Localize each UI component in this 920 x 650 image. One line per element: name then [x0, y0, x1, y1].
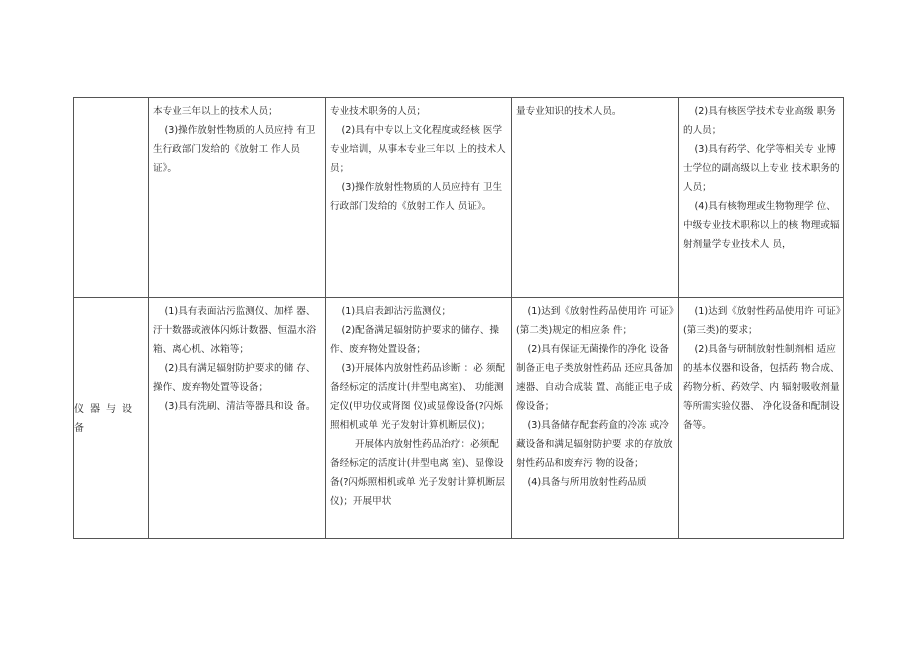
cell-text: (1)具有表面沾污监测仪、加样 器、汙十数器或液体闪烁计数器、恒温水浴箱、离心机、冰箱等；	[153, 306, 317, 355]
cell-text: 本专业三年以上的技术人员；	[153, 106, 278, 117]
cell-text: 量专业知识的技术人员。	[516, 106, 622, 117]
table-cell	[148, 298, 325, 539]
cell-text: (3)开展体内放射性药品诊断 ：必 须配备经标定的活度计(井型电离室)、 功能测定仪(甲功仪或肾图 仪)或显像设备(?闪烁照相机或单 光子发射计算机断层仪)；	[330, 363, 506, 431]
table-cell	[325, 298, 511, 539]
cell-text: (1)达到《放射性药品使用许 可证》(第二类)规定的相应条 件；	[516, 306, 674, 336]
table-cell	[511, 298, 678, 539]
table-cell	[678, 298, 845, 539]
cell-text: (4)具有核物理或生物物理学 位、中级专业技术职称以上的核 物理或辐射剂量学专业技术人 员，	[683, 201, 840, 250]
cell-text: 专业技术职务的人员；	[330, 106, 426, 117]
table-cell	[325, 98, 511, 297]
row-label-cell	[74, 98, 148, 297]
cell-text: 开展体内放射性药品治疗：必须配备经标定的活度计(井型电离 室)、显像设备(?闪烁照相机或单 光子发射计算机断层仪)；开展甲状	[330, 439, 505, 507]
cell-text: (3)操作放射性物质的人员应持 有卫生行政部门发给的《放射工 作人员证》。	[153, 125, 316, 174]
cell-text: (2)具有核医学技术专业高级 职务的人员；	[683, 106, 836, 136]
table-cell	[511, 98, 678, 297]
row-label	[74, 98, 148, 297]
cell-text: (4)具备与所用放射性药品质	[527, 477, 647, 488]
requirements-table	[73, 97, 844, 539]
table-row	[74, 98, 843, 298]
cell-text: (1)具启表卸沾污监测仪；	[341, 306, 452, 317]
row-label-cell	[74, 298, 148, 539]
table-cell	[678, 98, 845, 297]
cell-text: (2)具有满足辐射防护要求的储 存、操作、废弃物处置等设备；	[153, 363, 316, 393]
cell-text: (2)配备满足辐射防护要求的储存、操作、废弃物处置设备；	[330, 325, 500, 355]
table-row	[74, 298, 843, 539]
cell-text: (2)具有保证无菌操作的净化 设备制备正电子类放射性药品 还应具备加速器、自动合成装 置、高能正电子成像设备；	[516, 344, 673, 412]
cell-text: (2)具备与研制放射性制剂相 适应的基本仪器和设备，包括药 物合成、药物分析、药效学、内 辐射吸收剂量等所需实验仪器、 净化设备和配制设备等。	[683, 344, 840, 431]
table-cell	[148, 98, 325, 297]
cell-text: (3)具备储存配套药盒的冷冻 或冷藏设备和满足辐射防护要 求的存放放射性药品和废弃污 物的设备；	[516, 420, 673, 469]
cell-text: (3)操作放射性物质的人员应持有 卫生行政部门发给的《放射工作人 员证》。	[330, 182, 503, 212]
row-label: 仪器与设备	[74, 403, 138, 434]
cell-text: (3)具有洗刷、清洁等器具和设 备。	[164, 401, 316, 412]
cell-text: (1)达到《放射性药品使用许 可证》(第三类)的要求；	[683, 306, 841, 336]
cell-text: (2)具有中专以上文化程度或经核 医学专业培训，从事本专业三年以 上的技术人员；	[330, 125, 506, 174]
cell-text: (3)具有药学、化学等相关专 业博士学位的副高级以上专业 技术职务的人员；	[683, 144, 840, 193]
